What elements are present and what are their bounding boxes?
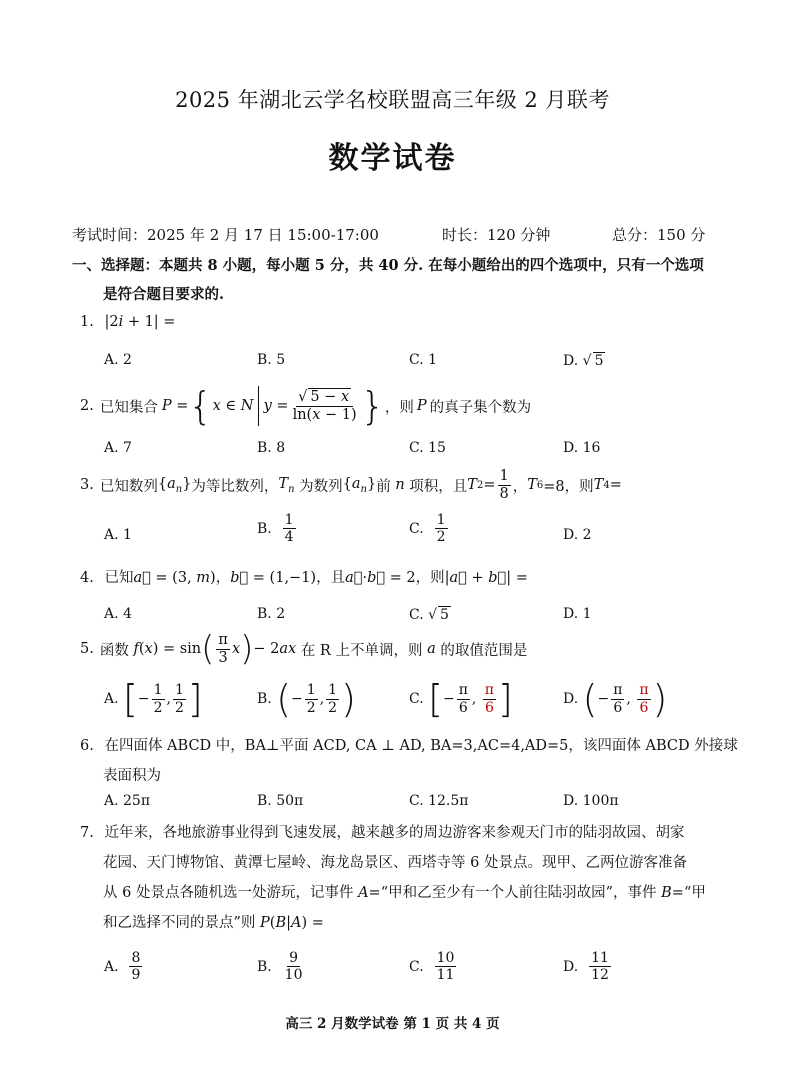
q7-option-b[interactable]: B. $\frac{9}{10}$ bbox=[257, 950, 303, 984]
q6-option-b[interactable]: B. 50π bbox=[257, 793, 304, 809]
q2-option-d[interactable]: D. 16 bbox=[563, 440, 601, 456]
subject-title: 数学试卷 bbox=[328, 141, 457, 176]
q1-option-a[interactable]: A. 2 bbox=[104, 352, 132, 368]
q5-option-d[interactable]: D. ( − $\frac{\pi}{6}$ , $\frac{\pi}{6}$ ) bbox=[563, 677, 668, 721]
question-1 bbox=[80, 314, 175, 330]
q3-option-a[interactable]: A. 1 bbox=[104, 527, 132, 543]
q2-option-a[interactable]: A. 7 bbox=[104, 440, 132, 456]
section-heading: 一、选择题：本题共 8 小题，每小题 5 分，共 40 分. 在每小题给出的四个选项中，只有一个选项 bbox=[72, 257, 704, 274]
question-number: 1. bbox=[80, 314, 94, 330]
question-number: 3. bbox=[80, 477, 94, 494]
question-7-line3: 从 6 处景点各随机选一处游玩，记事件 A=“甲和乙至少有一个人前往陆羽故园”，事件 B=“甲 bbox=[103, 885, 706, 901]
q5-option-b[interactable]: B. ( − $\frac{1}{2}$ , $\frac{1}{2}$ ) bbox=[257, 677, 356, 721]
question-7-line2: 花园、天门博物馆、黄潭七屋岭、海龙岛景区、西塔寺等 6 处景点。现甲、乙两位游客准备 bbox=[103, 855, 687, 871]
q1-option-c[interactable]: C. 1 bbox=[409, 352, 438, 368]
exam-score: 总分：150 分 bbox=[612, 226, 706, 244]
q7-option-c[interactable]: C. $\frac{10}{11}$ bbox=[409, 950, 455, 984]
set-formula: P = { x ∈ N y = $\frac{√ 5 - x}{\ln(x - 1)}$ } bbox=[161, 384, 385, 428]
question-3: 3. 已知数列 $\{a_n\}$ 为等比数列， $T_n$ 为数列 $\{a_n\}$ 前 n 项积，且 T 2 = $\frac{1}{8}$ ， T 6 =8，则 T 4 = bbox=[80, 468, 622, 502]
q1-option-b[interactable]: B. 5 bbox=[257, 352, 286, 368]
q4-option-d[interactable]: D. 1 bbox=[563, 606, 592, 622]
formula: |2i + 1| = bbox=[104, 314, 176, 330]
question-number: 6. bbox=[80, 738, 94, 754]
q5-option-c[interactable]: C. [ − $\frac{\pi}{6}$ , $\frac{\pi}{6}$ ] bbox=[409, 677, 513, 721]
page-footer: 高三 2 月数学试卷 第 1 页 共 4 页 bbox=[285, 1016, 500, 1032]
q3-option-c[interactable]: C. $\frac{1}{2}$ bbox=[409, 512, 446, 546]
q6-option-c[interactable]: C. 12.5π bbox=[409, 793, 469, 809]
exam-duration: 时长：120 分钟 bbox=[442, 226, 551, 244]
q3-option-d[interactable]: D. 2 bbox=[563, 527, 592, 543]
exam-title: 2025 年湖北云学名校联盟高三年级 2 月联考 bbox=[175, 88, 610, 112]
q6-option-d[interactable]: D. 100π bbox=[563, 793, 619, 809]
q5-option-a[interactable]: A. [ − $\frac{1}{2}$ , $\frac{1}{2}$ ] bbox=[104, 677, 203, 721]
q4-option-b[interactable]: B. 2 bbox=[257, 606, 286, 622]
section-heading-cont: 是符合题目要求的. bbox=[103, 286, 225, 303]
question-7: 7. 近年来，各地旅游事业得到飞速发展，越来越多的周边游客来参观天门市的陆羽故园、胡家 bbox=[80, 825, 685, 841]
q4-option-c[interactable]: C. √ 5 bbox=[409, 607, 449, 623]
question-number: 7. bbox=[80, 825, 94, 841]
q4-option-a[interactable]: A. 4 bbox=[104, 606, 132, 622]
q7-option-a[interactable]: A. $\frac{8}{9}$ bbox=[104, 950, 141, 984]
q7-option-d[interactable]: D. $\frac{11}{12}$ bbox=[563, 950, 609, 984]
question-6-cont: 表面积为 bbox=[103, 768, 161, 784]
q1-option-d[interactable]: D. √ 5 bbox=[563, 353, 604, 369]
question-4: 4. 已知a⃗ = (3, m)，b⃗ = (1,−1)，且a⃗·b⃗ = 2，则|a⃗ + b⃗| = bbox=[80, 570, 528, 586]
q2-option-c[interactable]: C. 15 bbox=[409, 440, 446, 456]
exam-time: 考试时间：2025 年 2 月 17 日 15:00-17:00 bbox=[72, 226, 379, 244]
q6-option-a[interactable]: A. 25π bbox=[104, 793, 151, 809]
question-number: 4. bbox=[80, 570, 94, 586]
q2-option-b[interactable]: B. 8 bbox=[257, 440, 286, 456]
question-6: 6. 在四面体 ABCD 中，BA⊥平面 ACD, CA ⊥ AD, BA=3,AC=4,AD=5，该四面体 ABCD 外接球 bbox=[80, 738, 738, 754]
question-number: 5. bbox=[80, 641, 94, 658]
question-7-line4: 和乙选择不同的景点”则 P(B|A) = bbox=[103, 915, 324, 931]
q3-option-b[interactable]: B. $\frac{1}{4}$ bbox=[257, 512, 294, 546]
question-number: 2. bbox=[80, 398, 94, 414]
question-2: 2. 已知集合 P = { x ∈ N y = $\frac{√ 5 - x}{\ln(x - 1)}$ } ，则 P 的真子集个数为 bbox=[80, 384, 532, 428]
question-5: 5. 函数 f ( x ) = sin ( $\frac{\pi}{3}$ x ) − 2 ax 在 R 上不单调，则 a 的取值范围是 bbox=[80, 629, 528, 670]
